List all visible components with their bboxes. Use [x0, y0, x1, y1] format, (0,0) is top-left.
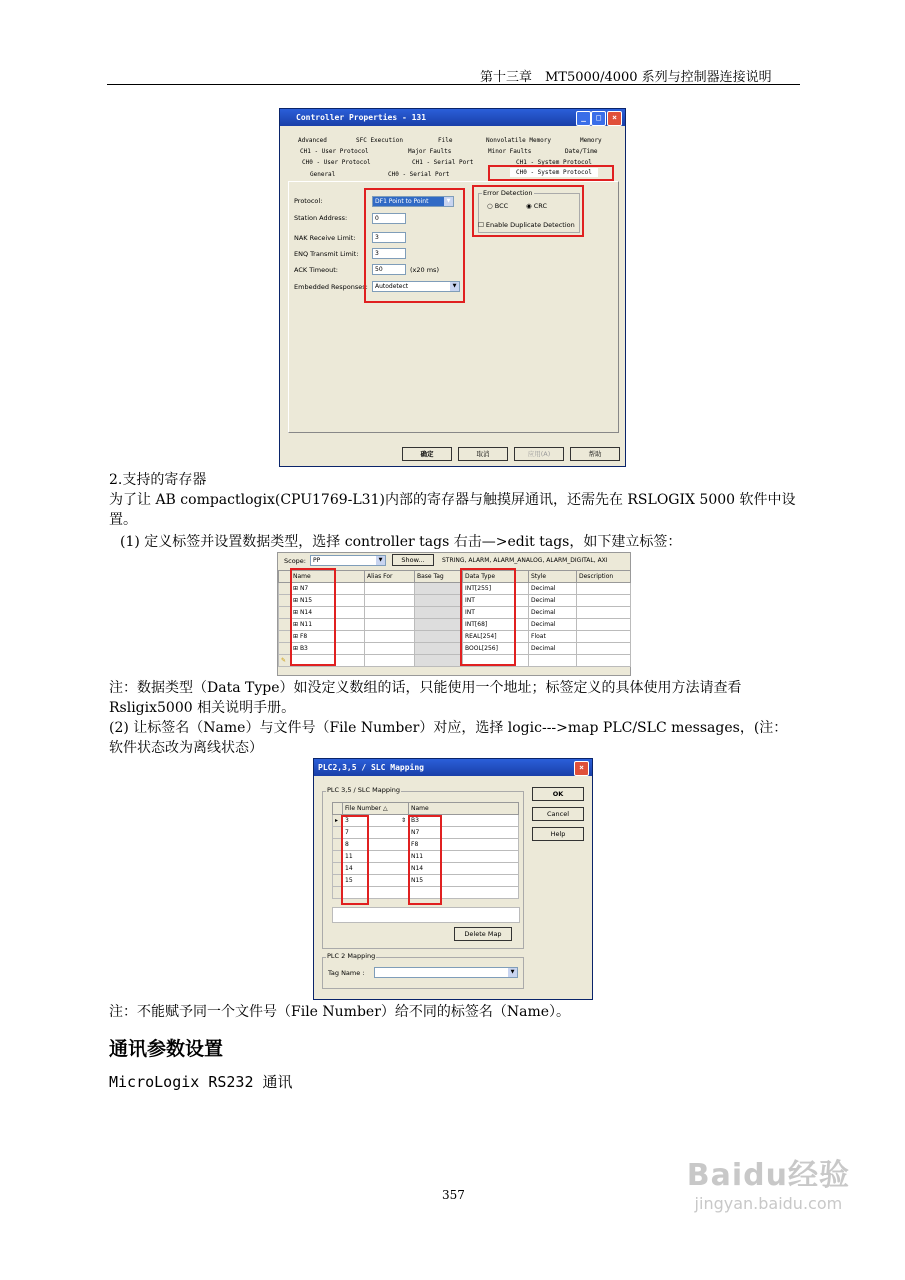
tag-name: N15: [299, 597, 313, 604]
highlight-active-tab: [488, 165, 614, 181]
cancel-button[interactable]: Cancel: [532, 807, 584, 821]
tab-memory[interactable]: Memory: [580, 137, 602, 144]
ok-button[interactable]: OK: [532, 787, 584, 801]
column-header-name[interactable]: Name: [291, 571, 365, 583]
embedded-responses-label: Embedded Responses:: [294, 283, 368, 291]
tab-ch0-serial-port[interactable]: CH0 - Serial Port: [388, 171, 450, 178]
map-name: N14: [409, 863, 519, 875]
tag-editor: [277, 552, 631, 676]
tab-date-time[interactable]: Date/Time: [565, 148, 598, 155]
tab-ch1-serial-port[interactable]: CH1 - Serial Port: [412, 159, 474, 166]
row-header-corner: [279, 571, 291, 583]
baidu-watermark: [687, 1150, 850, 1213]
highlight-names: [408, 815, 442, 905]
file-number: 8: [343, 839, 409, 851]
tag-style: Decimal: [529, 643, 577, 655]
tab-sfc-execution[interactable]: SFC Execution: [356, 137, 403, 144]
bcc-radio[interactable]: ○ BCC: [487, 202, 509, 210]
watermark-url: jingyan.baidu.com: [694, 1194, 843, 1213]
section-title: 2.支持的寄存器: [109, 472, 207, 488]
column-header-style[interactable]: Style: [529, 571, 577, 583]
table-row[interactable]: ⊞ N11 INT[68] Decimal: [279, 619, 631, 631]
ack-timeout-input[interactable]: 50: [372, 264, 406, 275]
scope-label: Scope:: [284, 557, 306, 565]
highlight-name-column: [290, 568, 336, 666]
nak-receive-limit-input[interactable]: 3: [372, 232, 406, 243]
chevron-down-icon: ▼: [444, 197, 453, 206]
ok-button[interactable]: 确定: [402, 447, 452, 461]
note-1: 注：数据类型（Data Type）如没定义数组的话，只能使用一个地址；标签定义的具体使用方法请查看 Rsligix5000 相关说明手册。: [109, 680, 742, 716]
dialog-titlebar: [314, 759, 592, 776]
row-header-corner: [333, 803, 343, 815]
tab-general[interactable]: General: [310, 171, 336, 178]
tab-file[interactable]: File: [438, 137, 453, 144]
tag-name-select[interactable]: [374, 967, 518, 978]
delete-map-button[interactable]: Delete Map: [454, 927, 512, 941]
station-address-input[interactable]: 0: [372, 213, 406, 224]
close-icon[interactable]: ×: [574, 761, 589, 776]
column-header-name[interactable]: Name: [409, 803, 519, 815]
column-header-data-type[interactable]: Data Type: [463, 571, 529, 583]
table-row[interactable]: ⊞ F8 REAL[254] Float: [279, 631, 631, 643]
chevron-down-icon: ▼: [376, 556, 385, 565]
highlight-file-numbers: [341, 815, 369, 905]
table-row[interactable]: ⊞ B3 BOOL[256] Decimal: [279, 643, 631, 655]
cancel-button[interactable]: 取消: [458, 447, 508, 461]
close-icon[interactable]: ×: [607, 111, 622, 126]
ack-timeout-unit: (x20 ms): [410, 266, 439, 274]
table-row[interactable]: ⊞ N15 INT Decimal: [279, 595, 631, 607]
scope-value: PP: [313, 557, 321, 564]
enq-transmit-limit-label: ENQ Transmit Limit:: [294, 250, 359, 258]
tag-name: N11: [299, 621, 313, 628]
paragraph-3: (2) 让标签名（Name）与文件号（File Number）对应，选择 logic--->map PLC/SLC messages，(注：软件状态改为离线状态）: [109, 720, 788, 756]
map-name: F8: [409, 839, 519, 851]
tag-style: Float: [529, 631, 577, 643]
tag-data-type: BOOL[256]: [463, 643, 529, 655]
highlight-fields: [364, 188, 465, 303]
file-number: 3: [345, 817, 349, 824]
help-button[interactable]: 帮助: [570, 447, 620, 461]
column-header-file-number[interactable]: [343, 803, 409, 815]
tag-name-label: Tag Name :: [328, 969, 365, 977]
file-number-header-label: File Number: [345, 805, 382, 812]
station-address-label: Station Address:: [294, 214, 348, 222]
tag-style: Decimal: [529, 595, 577, 607]
map-name: N7: [409, 827, 519, 839]
tag-data-type: INT: [463, 595, 529, 607]
file-number: 15: [343, 875, 409, 887]
tab-ch1-system-protocol[interactable]: CH1 - System Protocol: [516, 159, 592, 166]
table-row[interactable]: ⊞ N7 INT[255] Decimal: [279, 583, 631, 595]
tag-name: F8: [299, 633, 308, 640]
maximize-icon[interactable]: □: [591, 111, 606, 126]
tab-minor-faults[interactable]: Minor Faults: [488, 148, 532, 155]
tag-data-type: REAL[254]: [463, 631, 529, 643]
tag-name: B3: [299, 645, 308, 652]
highlight-data-type-column: [460, 568, 516, 666]
tab-ch0-system-protocol[interactable]: CH0 - System Protocol: [510, 168, 598, 177]
pencil-icon: ✎: [279, 655, 291, 667]
ack-timeout-label: ACK Timeout:: [294, 266, 338, 274]
sort-icon: △: [382, 805, 388, 812]
tab-major-faults[interactable]: Major Faults: [408, 148, 452, 155]
spinner-icon[interactable]: ⇕: [400, 817, 406, 824]
nak-receive-limit-label: NAK Receive Limit:: [294, 234, 356, 242]
tag-style: Decimal: [529, 583, 577, 595]
slc-mapping-group-title: PLC 3,5 / SLC Mapping: [327, 786, 401, 794]
dialog-title: Controller Properties - 131: [296, 113, 427, 122]
file-number: 14: [343, 863, 409, 875]
duplicate-detection-label: Enable Duplicate Detection: [485, 221, 575, 229]
dialog-title: PLC2,3,5 / SLC Mapping: [318, 763, 424, 772]
apply-button[interactable]: 应用(A): [514, 447, 564, 461]
page-number: 357: [442, 1188, 465, 1202]
crc-label: CRC: [533, 202, 548, 210]
table-row[interactable]: ⊞ N14 INT Decimal: [279, 607, 631, 619]
enq-transmit-limit-input[interactable]: 3: [372, 248, 406, 259]
show-filter-text: STRING, ALARM, ALARM_ANALOG, ALARM_DIGITAL, AXI: [442, 557, 608, 564]
subsection-heading: MicroLogix RS232 通讯: [109, 1073, 293, 1091]
bcc-label: BCC: [494, 202, 509, 210]
tab-ch1-user-protocol[interactable]: CH1 - User Protocol: [300, 148, 369, 155]
column-header-base-tag[interactable]: Base Tag: [415, 571, 463, 583]
help-button[interactable]: Help: [532, 827, 584, 841]
controller-properties-dialog: [279, 108, 626, 467]
watermark-logo: Baidu经验: [686, 1158, 850, 1193]
column-header-description[interactable]: Description: [577, 571, 631, 583]
tag-data-type: INT[68]: [463, 619, 529, 631]
minimize-icon[interactable]: _: [576, 111, 591, 126]
crc-radio[interactable]: ◉ CRC: [526, 202, 548, 210]
embedded-responses-value: Autodetect: [375, 283, 409, 290]
file-number: 7: [343, 827, 409, 839]
mapping-table-blank-area: [332, 907, 520, 923]
page-header: 第十三章 MT5000/4000 系列与控制器连接说明: [480, 70, 772, 85]
tag-name: N14: [299, 609, 313, 616]
map-name: B3: [409, 815, 519, 827]
map-name: N11: [409, 851, 519, 863]
plc2-mapping-group-title: PLC 2 Mapping: [327, 952, 376, 960]
tag-data-type: INT[255]: [463, 583, 529, 595]
highlight-error-detection: [472, 185, 584, 237]
note-2: 注：不能赋予同一个文件号（File Number）给不同的标签名（Name）。: [109, 1004, 571, 1020]
tab-ch0-user-protocol[interactable]: CH0 - User Protocol: [302, 159, 371, 166]
tab-nonvolatile-memory[interactable]: Nonvolatile Memory: [486, 137, 552, 144]
protocol-label: Protocol:: [294, 197, 323, 205]
dialog-titlebar: [280, 109, 625, 126]
protocol-value: DF1 Point to Point: [375, 198, 429, 205]
tag-style: Decimal: [529, 607, 577, 619]
tab-advanced[interactable]: Advanced: [298, 137, 327, 144]
duplicate-detection-checkbox[interactable]: ☐ Enable Duplicate Detection: [478, 221, 575, 229]
column-header-alias[interactable]: Alias For: [365, 571, 415, 583]
slc-mapping-dialog: [313, 758, 593, 1000]
row-selector-icon: ▸: [333, 815, 343, 827]
chevron-down-icon: ▼: [450, 282, 459, 291]
tag-style: Decimal: [529, 619, 577, 631]
file-number: 11: [343, 851, 409, 863]
paragraph-2: (1) 定义标签并设置数据类型，选择 controller tags 右击—>edit tags，如下建立标签：: [120, 534, 682, 550]
show-button[interactable]: Show...: [392, 554, 434, 566]
tag-data-type: INT: [463, 607, 529, 619]
scope-select[interactable]: [310, 555, 386, 566]
chevron-down-icon: ▼: [508, 968, 517, 977]
tag-name: N7: [299, 585, 309, 592]
header-rule: [107, 84, 800, 85]
paragraph-1: 为了让 AB compactlogix(CPU1769-L31)内部的寄存器与触摸屏通讯，还需先在 RSLOGIX 5000 软件中设置。: [109, 492, 796, 528]
map-name: N15: [409, 875, 519, 887]
section-heading: 通讯参数设置: [109, 1038, 224, 1060]
error-detection-title: Error Detection: [483, 189, 533, 197]
